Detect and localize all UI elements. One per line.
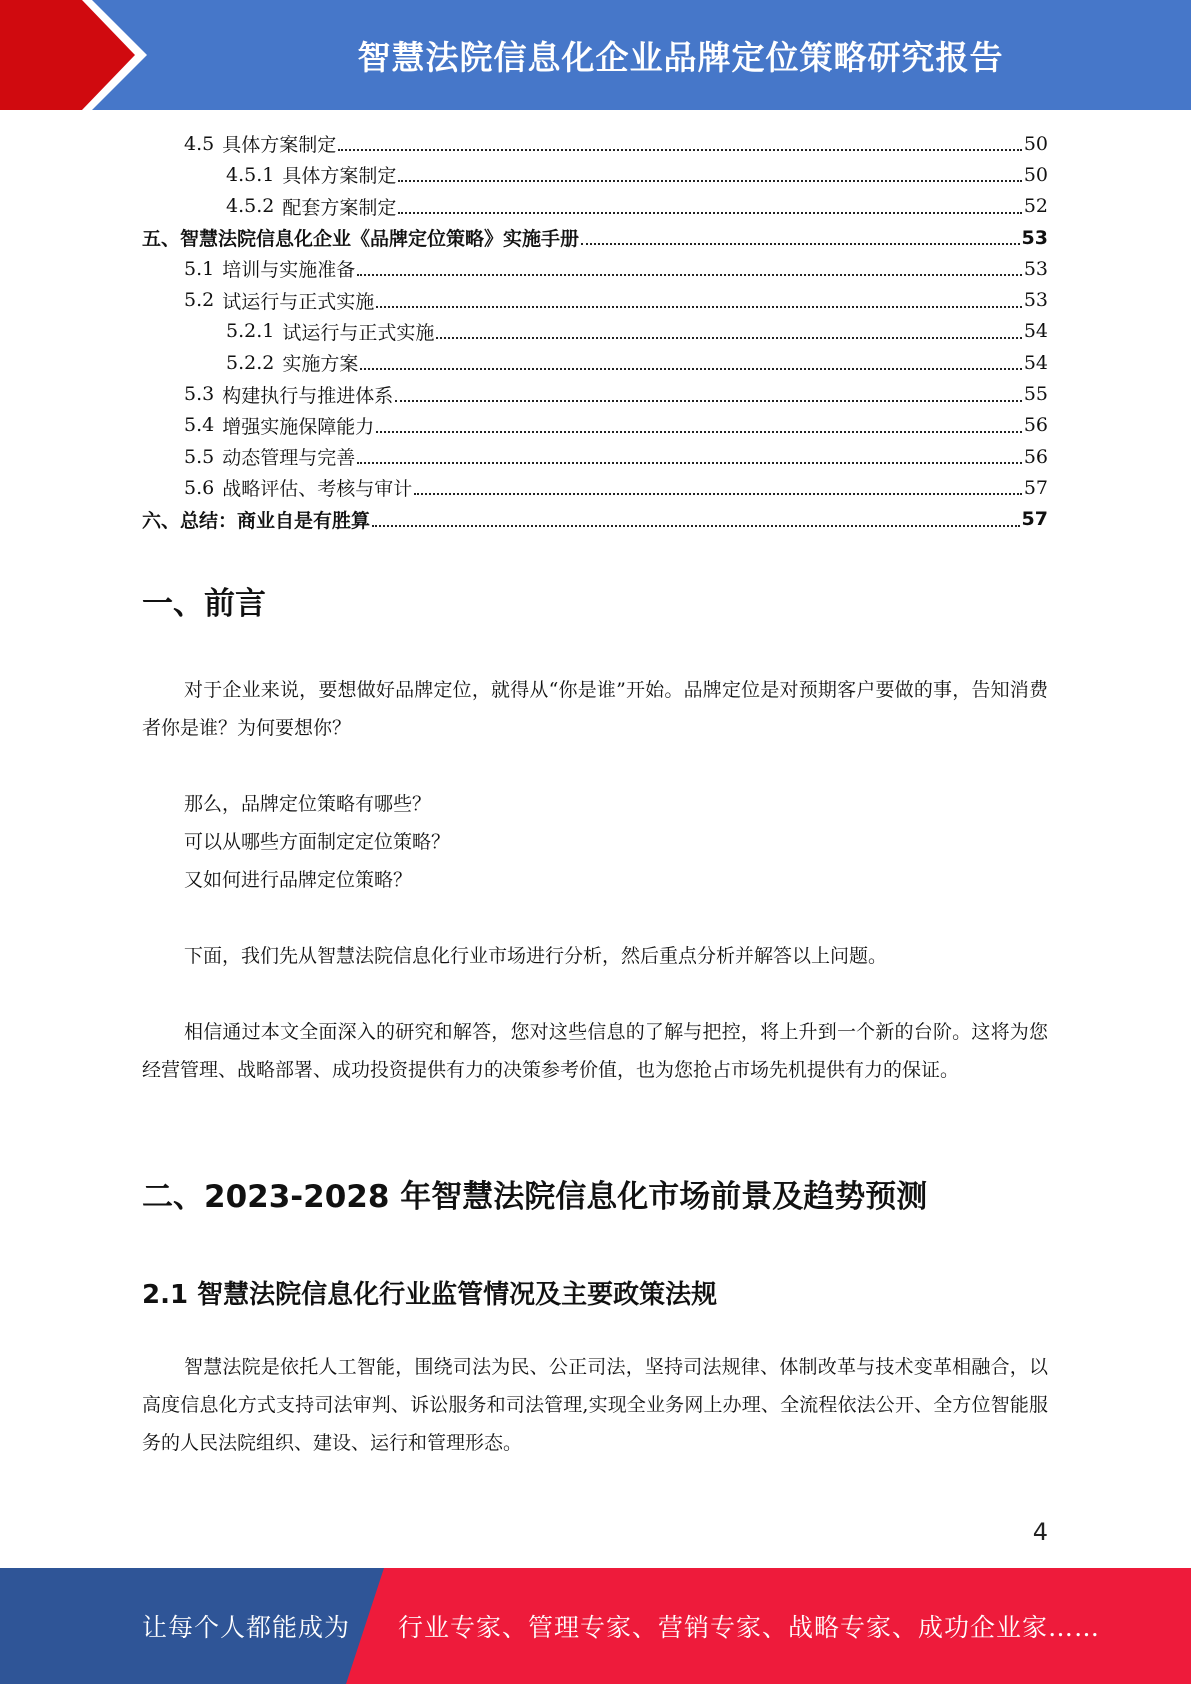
toc-entry-page: 54: [1023, 351, 1048, 374]
toc-dot-leader: [436, 336, 1021, 339]
preface-paragraph-3: 相信通过本文全面深入的研究和解答，您对这些信息的了解与把控，将上升到一个新的台阶。这将为您经营管理、战略部署、成功投资提供有力的决策参考价值，也为您抢占市场先机提供有力的保证。: [142, 1021, 1048, 1081]
footer-slogan-left: 让每个人都能成为: [142, 1613, 351, 1642]
footer-slogan-right: 行业专家、管理专家、营销专家、战略专家、成功企业家……: [398, 1613, 1101, 1642]
toc-dot-leader: [376, 305, 1022, 308]
toc-entry-number: 4.5.2: [226, 195, 275, 218]
toc-entry-title: 增强实施保障能力: [222, 415, 375, 438]
toc-entry-number: 5.3: [184, 383, 215, 406]
section-2-1-heading: 2.1 智慧法院信息化行业监管情况及主要政策法规: [142, 1280, 718, 1310]
toc-entry-page: 53: [1023, 257, 1048, 280]
toc-entry-title: 六、总结：商业自是有胜算: [142, 509, 371, 532]
toc-entry-number: 4.5: [184, 132, 215, 155]
preface-question-1: 那么，品牌定位策略有哪些？: [184, 793, 432, 815]
toc-entry-title: 具体方案制定: [222, 134, 337, 157]
toc-entry[interactable]: [142, 159, 1048, 190]
toc-entry[interactable]: [142, 347, 1048, 378]
toc-entry-page: 57: [1021, 508, 1048, 531]
page-footer: [0, 1568, 1191, 1684]
toc-entry-number: 5.6: [184, 476, 215, 499]
toc-entry-number: 5.2.1: [226, 320, 275, 343]
toc-entry-number: 5.4: [184, 414, 215, 437]
toc-entry-title: 构建执行与推进体系: [222, 384, 394, 407]
toc-entry-number: 5.5: [184, 445, 215, 468]
page-header: [0, 0, 1191, 110]
toc-entry[interactable]: [142, 128, 1048, 159]
toc-entry-title: 试运行与正式实施: [222, 290, 375, 313]
toc-entry-page: 57: [1023, 476, 1048, 499]
section-2-1-paragraph: 智慧法院是依托人工智能，围绕司法为民、公正司法，坚持司法规律、体制改革与技术变革相融合，以高度信息化方式支持司法审判、诉讼服务和司法管理,实现全业务网上办理、全流程依法公开、全方位智能服务的人民法院组织、建设、运行和管理形态。: [142, 1356, 1048, 1454]
header-red-chevron-icon: [0, 0, 160, 110]
report-title: 智慧法院信息化企业品牌定位策略研究报告: [357, 37, 1004, 77]
toc-entry-page: 52: [1023, 195, 1048, 218]
toc-entry[interactable]: [142, 441, 1048, 472]
section-2-heading: 二、2023-2028 年智慧法院信息化市场前景及趋势预测: [142, 1179, 928, 1215]
toc-dot-leader: [581, 242, 1020, 245]
toc-entry[interactable]: [142, 191, 1048, 222]
toc-entry-title: 配套方案制定: [282, 196, 397, 219]
toc-entry-number: 5.2: [184, 289, 215, 312]
toc-entry-title: 具体方案制定: [282, 165, 397, 188]
toc-entry[interactable]: [142, 222, 1048, 253]
preface-heading: 一、前言: [142, 586, 266, 622]
toc-dot-leader: [372, 524, 1020, 527]
page-number: 4: [1032, 1518, 1048, 1546]
toc-entry-number: 5.2.2: [226, 351, 275, 374]
toc-entry[interactable]: [142, 410, 1048, 441]
toc-entry[interactable]: [142, 504, 1048, 535]
toc-dot-leader: [398, 179, 1021, 182]
toc-entry[interactable]: [142, 472, 1048, 503]
toc-entry-page: 54: [1023, 320, 1048, 343]
toc-entry-title: 实施方案: [282, 353, 359, 376]
toc-entry-number: 5.1: [184, 257, 215, 280]
toc-entry[interactable]: [142, 378, 1048, 409]
toc-entry-title: 动态管理与完善: [222, 447, 356, 470]
toc-dot-leader: [338, 148, 1022, 151]
preface-paragraph-1: 对于企业来说，要想做好品牌定位，就得从“你是谁”开始。品牌定位是对预期客户要做的事，告知消费者你是谁？为何要想你？: [142, 679, 1048, 739]
toc-entry[interactable]: [142, 316, 1048, 347]
preface-paragraph-2: 下面，我们先从智慧法院信息化行业市场进行分析，然后重点分析并解答以上问题。: [184, 945, 888, 967]
toc-entry-title: 五、智慧法院信息化企业《品牌定位策略》实施手册: [142, 228, 580, 251]
toc-entry-title: 战略评估、考核与审计: [222, 478, 413, 501]
toc-entry-page: 50: [1023, 163, 1048, 186]
toc-dot-leader: [357, 273, 1022, 276]
toc-dot-leader: [395, 399, 1022, 402]
toc-entry-page: 55: [1023, 383, 1048, 406]
toc-entry-number: 4.5.1: [226, 163, 275, 186]
toc-entry-page: 53: [1021, 226, 1048, 249]
toc-dot-leader: [398, 211, 1021, 214]
preface-question-2: 可以从哪些方面制定定位策略？: [184, 831, 451, 853]
toc-dot-leader: [357, 461, 1022, 464]
preface-question-3: 又如何进行品牌定位策略？: [184, 869, 413, 891]
toc-entry-page: 56: [1023, 445, 1048, 468]
toc-entry-page: 56: [1023, 414, 1048, 437]
toc-dot-leader: [414, 492, 1022, 495]
toc-dot-leader: [376, 430, 1022, 433]
toc-entry-title: 试运行与正式实施: [282, 321, 435, 344]
table-of-contents: [142, 128, 1048, 535]
toc-entry[interactable]: [142, 253, 1048, 284]
toc-entry-title: 培训与实施准备: [222, 259, 356, 282]
toc-entry[interactable]: [142, 284, 1048, 315]
toc-entry-page: 50: [1023, 132, 1048, 155]
toc-dot-leader: [360, 367, 1021, 370]
toc-entry-page: 53: [1023, 289, 1048, 312]
